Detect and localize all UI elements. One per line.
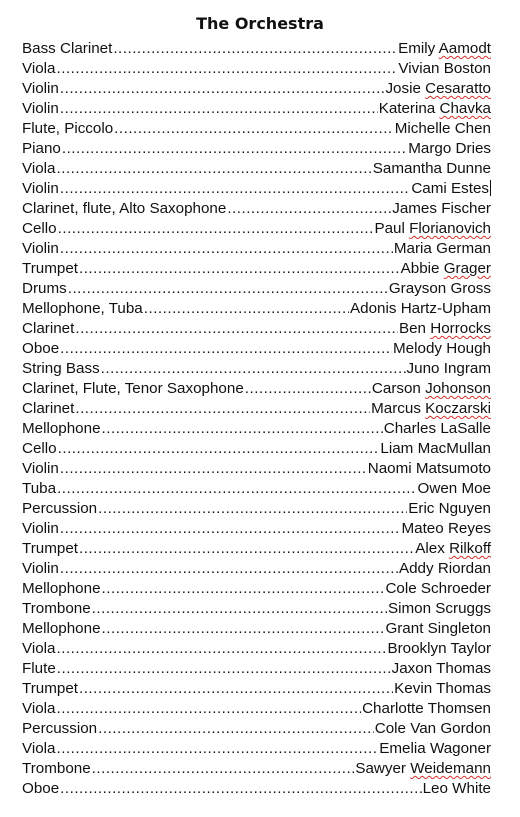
member-first-name: Marcus <box>371 400 421 417</box>
dot-leader <box>98 719 374 739</box>
member-name <box>380 439 491 459</box>
member-name <box>398 39 491 59</box>
roster-row[interactable] <box>22 679 491 699</box>
member-first-name: Samantha <box>372 160 442 177</box>
member-last-name: Chen <box>454 120 491 137</box>
member-first-name: Vivian <box>398 60 440 77</box>
roster-row[interactable] <box>22 659 491 679</box>
instrument-text: Trumpet <box>22 680 78 697</box>
member-first-name: Cole <box>385 580 417 597</box>
member-first-name: Maria <box>393 240 432 257</box>
roster-row[interactable] <box>22 379 491 399</box>
member-name <box>401 259 491 279</box>
member-first-name: Addy <box>398 560 434 577</box>
dot-leader <box>79 259 400 279</box>
member-first-name: Juno <box>406 360 440 377</box>
dot-leader <box>98 499 407 519</box>
member-first-name: Liam <box>380 440 414 457</box>
member-name <box>388 599 491 619</box>
dot-leader <box>60 339 392 359</box>
roster-row[interactable] <box>22 159 491 179</box>
instrument-text: Piano <box>22 140 61 157</box>
member-first-name: Alex <box>415 540 445 557</box>
instrument-text: Clarinet <box>22 400 75 417</box>
instrument-text: String Bass <box>22 360 100 377</box>
member-name <box>384 419 491 439</box>
member-first-name: Carson <box>371 380 421 397</box>
member-first-name: Cole <box>374 720 406 737</box>
member-name <box>398 59 491 79</box>
roster-row[interactable] <box>22 119 491 139</box>
member-first-name: Kevin <box>394 680 433 697</box>
member-first-name: Charles <box>383 420 437 437</box>
member-name <box>392 199 491 219</box>
member-last-name: Weidemann <box>410 760 491 777</box>
dot-leader <box>60 459 367 479</box>
member-last-name: Scruggs <box>435 600 491 617</box>
member-last-name: Cesaratto <box>425 80 491 97</box>
member-last-name: Fischer <box>441 200 491 217</box>
member-first-name: Grant <box>385 620 424 637</box>
instrument-text: Violin <box>22 560 59 577</box>
instrument-text: Cello <box>22 440 57 457</box>
dot-leader <box>57 59 398 79</box>
member-name <box>418 479 491 499</box>
member-first-name: Brooklyn <box>387 640 447 657</box>
text-cursor <box>490 180 491 196</box>
instrument-text: Flute, Piccolo <box>22 120 114 137</box>
member-name <box>379 99 491 119</box>
member-last-name: Schroeder <box>420 580 491 597</box>
roster-row[interactable] <box>22 299 491 319</box>
dot-leader <box>58 439 380 459</box>
roster-row[interactable] <box>22 279 491 299</box>
instrument-text: Violin <box>22 460 59 477</box>
instrument-text: Percussion <box>22 720 98 737</box>
member-name <box>408 139 491 159</box>
member-last-name: Taylor <box>450 640 491 657</box>
roster-row[interactable] <box>22 539 491 559</box>
roster-row[interactable] <box>22 459 491 479</box>
member-first-name: Cami <box>411 180 447 197</box>
member-name <box>411 179 491 199</box>
instrument-text: Trombone <box>22 600 91 617</box>
instrument-text: Oboe <box>22 780 60 797</box>
roster-row[interactable] <box>22 559 491 579</box>
instrument-text: Oboe <box>22 340 60 357</box>
member-last-name: Van Gordon <box>410 720 491 737</box>
roster-row[interactable] <box>22 719 491 739</box>
member-last-name: Reyes <box>447 520 491 537</box>
member-last-name: Boston <box>443 60 491 77</box>
member-last-name: LaSalle <box>440 420 491 437</box>
instrument-text: Viola <box>22 740 56 757</box>
member-last-name: Aamodt <box>438 40 491 57</box>
member-first-name: Simon <box>387 600 432 617</box>
member-last-name: Matsumoto <box>415 460 491 477</box>
dot-leader <box>58 219 374 239</box>
member-last-name: Moe <box>461 480 491 497</box>
dot-leader <box>75 399 370 419</box>
dot-leader <box>57 659 391 679</box>
member-name <box>375 719 491 739</box>
member-last-name: Singleton <box>427 620 491 637</box>
member-last-name: Estes <box>451 180 489 197</box>
dot-leader <box>75 319 398 339</box>
member-first-name: Paul <box>374 220 405 237</box>
member-first-name: Mateo <box>401 520 444 537</box>
member-name <box>399 319 491 339</box>
instrument-text: Clarinet, flute, Alto Saxophone <box>22 200 227 217</box>
dot-leader <box>227 199 391 219</box>
member-name <box>387 639 491 659</box>
member-last-name: Nguyen <box>438 500 491 517</box>
roster-row[interactable] <box>22 579 491 599</box>
instrument-text: Trombone <box>22 760 91 777</box>
member-last-name: Hough <box>446 340 491 357</box>
roster-row[interactable] <box>22 499 491 519</box>
dot-leader <box>62 139 407 159</box>
member-name <box>385 619 491 639</box>
dot-leader <box>57 639 387 659</box>
dot-leader <box>57 699 362 719</box>
dot-leader <box>92 599 387 619</box>
member-name <box>385 79 491 99</box>
member-first-name: Naomi <box>367 460 412 477</box>
member-name <box>395 119 491 139</box>
dot-leader <box>57 739 379 759</box>
member-first-name: James <box>392 200 437 217</box>
roster-row[interactable] <box>22 79 491 99</box>
roster-row[interactable] <box>22 599 491 619</box>
instrument-text: Flute <box>22 660 56 677</box>
instrument-text: Violin <box>22 80 59 97</box>
roster-row[interactable] <box>22 239 491 259</box>
roster-row[interactable] <box>22 339 491 359</box>
dot-leader <box>60 519 401 539</box>
instrument-text: Violin <box>22 100 59 117</box>
instrument-text: Drums <box>22 280 67 297</box>
dot-leader <box>60 79 385 99</box>
dot-leader <box>102 579 385 599</box>
member-last-name: Johonson <box>425 380 491 397</box>
member-last-name: Thomsen <box>427 700 491 717</box>
dot-leader <box>114 119 394 139</box>
dot-leader <box>101 359 406 379</box>
instrument-text: Viola <box>22 60 56 77</box>
instrument-text: Trumpet <box>22 540 78 557</box>
roster-row[interactable] <box>22 779 491 799</box>
member-first-name: Owen <box>417 480 458 497</box>
roster-row[interactable] <box>22 199 491 219</box>
member-first-name: Charlotte <box>362 700 424 717</box>
instrument-text: Mellophone <box>22 420 101 437</box>
member-last-name: Dunne <box>446 160 491 177</box>
roster-row[interactable] <box>22 39 491 59</box>
member-name <box>350 299 491 319</box>
member-first-name: Sawyer <box>355 760 406 777</box>
member-first-name: Emily <box>398 40 436 57</box>
instrument-text: Viola <box>22 640 56 657</box>
instrument-text: Violin <box>22 180 59 197</box>
orchestra-roster <box>22 39 491 799</box>
member-last-name: Hartz-Upham <box>400 300 491 317</box>
member-last-name: Horrocks <box>430 320 491 337</box>
dot-leader <box>68 279 388 299</box>
dot-leader <box>57 479 416 499</box>
member-last-name: Gross <box>450 280 491 297</box>
member-last-name: Grager <box>443 260 491 277</box>
member-first-name: Grayson <box>388 280 447 297</box>
member-first-name: Ben <box>398 320 426 337</box>
roster-row[interactable] <box>22 99 491 119</box>
member-first-name: Josie <box>385 80 421 97</box>
member-first-name: Adonis <box>350 300 397 317</box>
dot-leader <box>79 679 393 699</box>
document-title: The Orchestra <box>196 14 324 33</box>
member-last-name: Thomas <box>436 660 491 677</box>
dot-leader <box>113 39 397 59</box>
member-name <box>368 459 491 479</box>
member-last-name: Florianovich <box>409 220 491 237</box>
roster-row[interactable] <box>22 479 491 499</box>
roster-row[interactable] <box>22 619 491 639</box>
member-last-name: Koczarski <box>425 400 491 417</box>
roster-row[interactable] <box>22 519 491 539</box>
dot-leader <box>60 779 421 799</box>
roster-row[interactable] <box>22 419 491 439</box>
member-name <box>392 659 491 679</box>
roster-row[interactable] <box>22 739 491 759</box>
roster-row[interactable] <box>22 139 491 159</box>
dot-leader <box>102 619 385 639</box>
member-name <box>393 339 491 359</box>
member-name <box>407 359 491 379</box>
instrument-text: Trumpet <box>22 260 78 277</box>
member-name <box>394 239 491 259</box>
member-name <box>401 519 491 539</box>
instrument-text: Tuba <box>22 480 57 497</box>
roster-row[interactable] <box>22 359 491 379</box>
instrument-text: Mellophone, Tuba <box>22 300 143 317</box>
dot-leader <box>144 299 349 319</box>
member-first-name: Michelle <box>394 120 451 137</box>
member-last-name: Wagoner <box>429 740 491 757</box>
roster-row[interactable] <box>22 219 491 239</box>
roster-row[interactable] <box>22 399 491 419</box>
dot-leader <box>60 179 410 199</box>
instrument-text: Violin <box>22 520 59 537</box>
member-last-name: Chavka <box>439 100 491 117</box>
instrument-text: Clarinet <box>22 320 75 337</box>
dot-leader <box>60 99 378 119</box>
member-name <box>362 699 491 719</box>
roster-row[interactable] <box>22 179 491 199</box>
roster-row[interactable] <box>22 759 491 779</box>
member-name <box>415 539 491 559</box>
dot-leader <box>245 379 371 399</box>
dot-leader <box>60 239 393 259</box>
member-name <box>389 279 491 299</box>
dot-leader <box>102 419 383 439</box>
instrument-text: Viola <box>22 700 56 717</box>
member-name <box>372 379 491 399</box>
member-name <box>408 499 491 519</box>
member-last-name: MacMullan <box>417 440 491 457</box>
member-name <box>355 759 491 779</box>
instrument-text: Violin <box>22 240 59 257</box>
dot-leader <box>57 159 372 179</box>
instrument-text: Percussion <box>22 500 98 517</box>
roster-row[interactable] <box>22 319 491 339</box>
member-name <box>374 219 491 239</box>
member-name <box>423 779 491 799</box>
instrument-text: Bass Clarinet <box>22 40 113 57</box>
member-first-name: Leo <box>422 780 448 797</box>
member-last-name: Ingram <box>443 360 491 377</box>
member-first-name: Katerina <box>378 100 436 117</box>
instrument-text: Cello <box>22 220 57 237</box>
member-name <box>399 559 491 579</box>
roster-row[interactable] <box>22 699 491 719</box>
dot-leader <box>92 759 355 779</box>
member-first-name: Margo <box>408 140 452 157</box>
member-last-name: German <box>436 240 491 257</box>
member-first-name: Jaxon <box>391 660 433 677</box>
member-last-name: Thomas <box>436 680 491 697</box>
roster-row[interactable] <box>22 259 491 279</box>
instrument-text: Mellophone <box>22 580 101 597</box>
roster-row[interactable] <box>22 439 491 459</box>
member-name <box>394 679 491 699</box>
member-first-name: Melody <box>393 340 442 357</box>
instrument-text: Mellophone <box>22 620 101 637</box>
member-last-name: Riordan <box>437 560 491 577</box>
member-name <box>379 739 491 759</box>
member-name <box>385 579 491 599</box>
member-first-name: Emelia <box>379 740 426 757</box>
member-name <box>373 159 491 179</box>
dot-leader <box>79 539 414 559</box>
member-name <box>371 399 491 419</box>
dot-leader <box>60 559 398 579</box>
instrument-text: Viola <box>22 160 56 177</box>
member-last-name: Rilkoff <box>449 540 491 557</box>
instrument-text: Clarinet, Flute, Tenor Saxophone <box>22 380 244 397</box>
roster-row[interactable] <box>22 639 491 659</box>
member-first-name: Abbie <box>400 260 440 277</box>
member-first-name: Eric <box>408 500 435 517</box>
member-last-name: White <box>452 780 491 797</box>
roster-row[interactable] <box>22 59 491 79</box>
member-last-name: Dries <box>455 140 491 157</box>
